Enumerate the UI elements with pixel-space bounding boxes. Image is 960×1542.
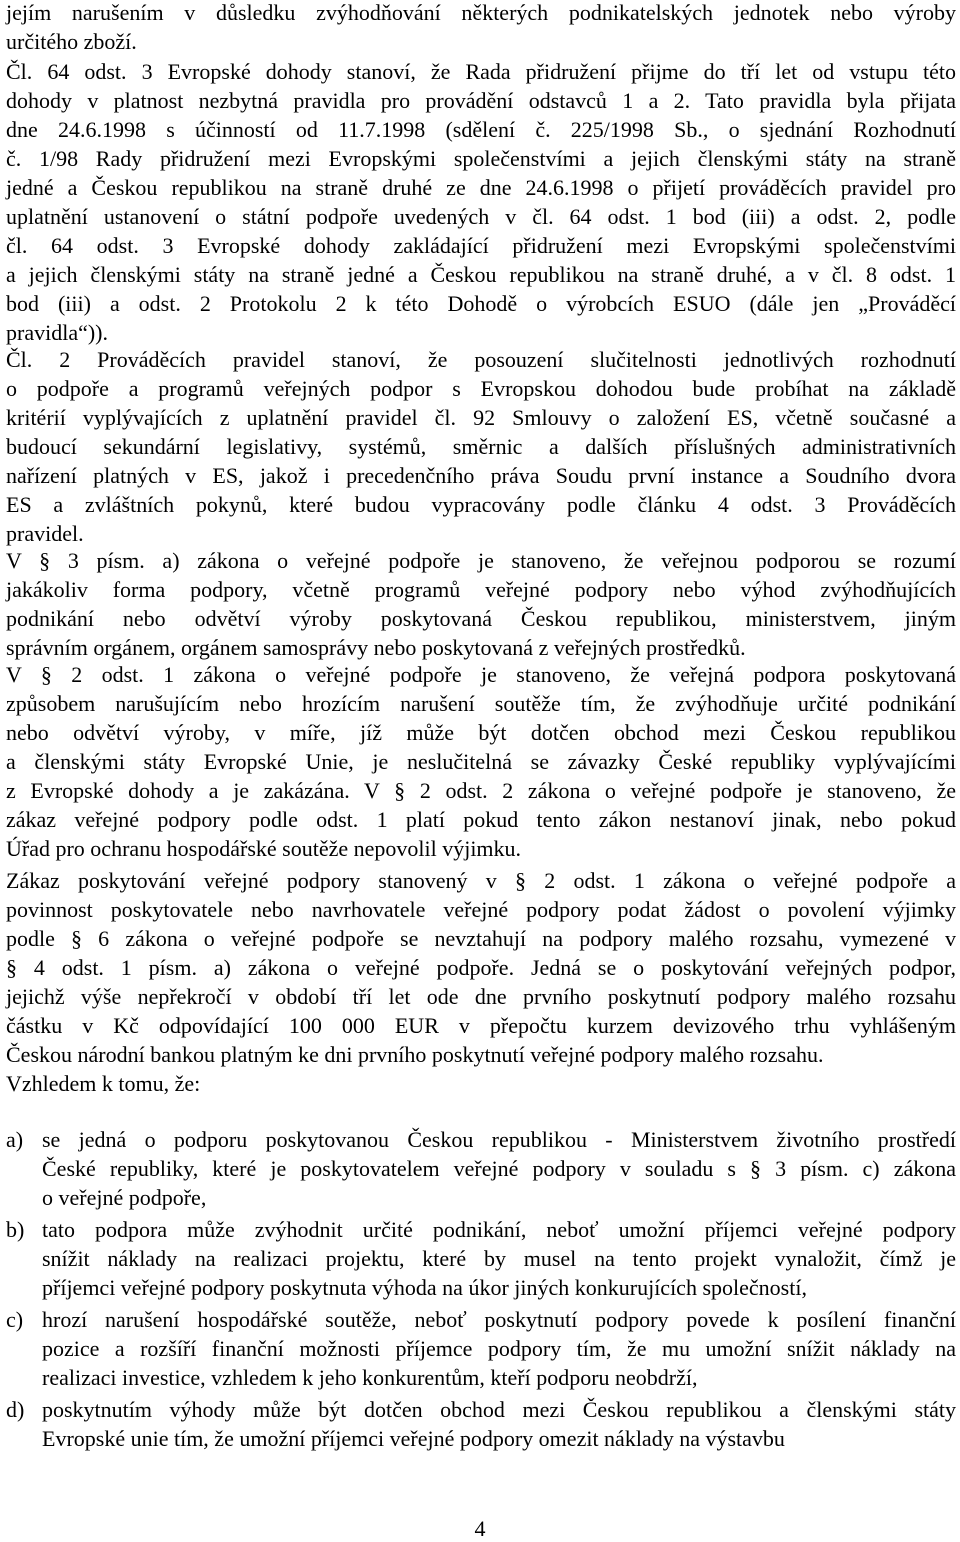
text-line: částku v Kč odpovídající 100 000 EUR v přepočtu kurzem devizového trhu vyhlášeným	[6, 1013, 956, 1038]
text-line: a jejich členskými státy na straně jedné a Českou republikou na straně druhé, a v čl. 8 odst. 1	[6, 262, 956, 287]
page-number: 4	[474, 1516, 486, 1541]
list-item-line: Evropské unie tím, že umožní příjemci veřejné podpory omezit náklady na výstavbu	[42, 1426, 785, 1451]
text-line: jakákoliv forma podpory, včetně programů veřejné podpory nebo výhod zvýhodňujících	[6, 577, 956, 602]
list-item-line: tato podpora může zvýhodnit určité podnikání, neboť umožní příjemci veřejné podpory	[42, 1217, 956, 1242]
text-line: Českou národní bankou platným ke dni prvního poskytnutí veřejné podpory malého rozsahu.	[6, 1042, 824, 1067]
list-item-line: hrozí narušení hospodářské soutěže, neboť poskytnutí podpory povede k posílení finanční	[42, 1307, 956, 1332]
text-line: podle § 6 zákona o veřejné podpoře se nevztahují na podpory malého rozsahu, vymezené v	[6, 926, 956, 951]
text-line: jejím narušením v důsledku zvýhodňování některých podnikatelských jednotek nebo výroby	[6, 0, 956, 25]
text-line: povinnost poskytovatele nebo navrhovatele veřejné podpory podat žádost o povolení výjimky	[6, 897, 956, 922]
list-item-line: pozice a rozšíří finanční možnosti příjemce podpory tím, že mu umožní snížit náklady na	[42, 1336, 956, 1361]
text-line: nařízení platných v ES, jakož i precedenčního práva Soudu první instance a Soudního dvora	[6, 463, 956, 488]
list-item-line: se jedná o podporu poskytovanou Českou republikou - Ministerstvem životního prostředí	[42, 1127, 956, 1152]
text-line: Čl. 2 Prováděcích pravidel stanoví, že posouzení slučitelnosti jednotlivých rozhodnutí	[6, 347, 956, 372]
list-marker: b)	[6, 1217, 25, 1242]
text-line: § 4 odst. 1 písm. a) zákona o veřejné podpoře. Jedná se o poskytování veřejných podpor,	[6, 955, 956, 980]
text-line: z Evropské dohody a je zakázána. V § 2 odst. 2 zákona o veřejné podpoře je stanoveno, že	[6, 778, 956, 803]
text-line: Vzhledem k tomu, že:	[6, 1071, 201, 1096]
list-marker: c)	[6, 1307, 24, 1332]
list-item-line: o veřejné podpoře,	[42, 1185, 207, 1210]
list-marker: a)	[6, 1127, 24, 1152]
text-line: dne 24.6.1998 s účinností od 11.7.1998 (sdělení č. 225/1998 Sb., o sjednání Rozhodnutí	[6, 117, 956, 142]
text-line: bod (iii) a odst. 2 Protokolu 2 k této Dohodě o výrobcích ESUO (dále jen „Prováděcí	[6, 291, 956, 316]
text-line: Úřad pro ochranu hospodářské soutěže nepovolil výjimku.	[6, 836, 522, 861]
text-line: pravidla“)).	[6, 320, 108, 345]
text-line: V § 2 odst. 1 zákona o veřejné podpoře je stanoveno, že veřejná podpora poskytovaná	[6, 662, 956, 687]
text-line: určitého zboží.	[6, 29, 137, 54]
list-item-line: příjemci veřejné podpory poskytnuta výhoda na úkor jiných konkurujících společností,	[42, 1275, 807, 1300]
text-line: V § 3 písm. a) zákona o veřejné podpoře je stanoveno, že veřejnou podporou se rozumí	[6, 548, 956, 573]
text-line: budoucí sekundární legislativy, systémů, směrnic a dalších příslušných administrativních	[6, 434, 956, 459]
text-line: ES a zvláštních pokynů, které budou vypracovány podle článku 4 odst. 3 Prováděcích	[6, 492, 956, 517]
text-line: zákaz veřejné podpory podle odst. 1 platí pokud tento zákon nestanoví jinak, nebo pokud	[6, 807, 956, 832]
text-line: Zákaz poskytování veřejné podpory stanovený v § 2 odst. 1 zákona o veřejné podpoře a	[6, 868, 956, 893]
text-line: o podpoře a programů veřejných podpor s Evropskou dohodou bude probíhat na základě	[6, 376, 956, 401]
text-line: čl. 64 odst. 3 Evropské dohody zakládající přidružení mezi Evropskými společenstvími	[6, 233, 956, 258]
text-line: Čl. 64 odst. 3 Evropské dohody stanoví, že Rada přidružení přijme do tří let od vstupu této	[6, 59, 956, 84]
text-line: uplatnění ustanovení o státní podpoře uvedených v čl. 64 odst. 1 bod (iii) a odst. 2, podle	[6, 204, 956, 229]
text-line: správním orgánem, orgánem samosprávy nebo poskytovaná z veřejných prostředků.	[6, 635, 746, 660]
list-item-line: poskytnutím výhody může být dotčen obchod mezi Českou republikou a členskými státy	[42, 1397, 956, 1422]
text-line: kritérií vyplývajících z uplatnění pravidel čl. 92 Smlouvy o založení ES, včetně současné a	[6, 405, 956, 430]
text-line: podnikání nebo odvětví výroby poskytovaná Českou republikou, ministerstvem, jiným	[6, 606, 956, 631]
list-marker: d)	[6, 1397, 25, 1422]
text-line: jedné a Českou republikou na straně druhé ze dne 24.6.1998 o přijetí prováděcích pravidel pro	[6, 175, 956, 200]
list-item-line: České republiky, které je poskytovatelem veřejné podpory v souladu s § 3 písm. c) zákona	[42, 1156, 956, 1181]
list-item-line: realizaci investice, vzhledem k jeho konkurentům, kteří podporu neobdrží,	[42, 1365, 698, 1390]
text-line: a členskými státy Evropské Unie, je neslučitelná se závazky České republiky vyplývajícími	[6, 749, 956, 774]
text-line: dohody v platnost nezbytná pravidla pro provádění odstavců 1 a 2. Tato pravidla byla přijata	[6, 88, 956, 113]
text-line: pravidel.	[6, 521, 84, 546]
text-line: nebo odvětví výroby, v míře, jíž může být dotčen obchod mezi Českou republikou	[6, 720, 956, 745]
text-line: způsobem narušujícím nebo hrozícím narušení soutěže tím, že zvýhodňuje určité podnikání	[6, 691, 956, 716]
text-line: jejichž výše nepřekročí v období tří let ode dne prvního poskytnutí podpory malého rozsahu	[6, 984, 956, 1009]
list-item-line: snížit náklady na realizaci projektu, které by musel na tento projekt vynaložit, čímž je	[42, 1246, 956, 1271]
text-line: č. 1/98 Rady přidružení mezi Evropskými společenstvími a jejich členskými státy na straně	[6, 146, 956, 171]
